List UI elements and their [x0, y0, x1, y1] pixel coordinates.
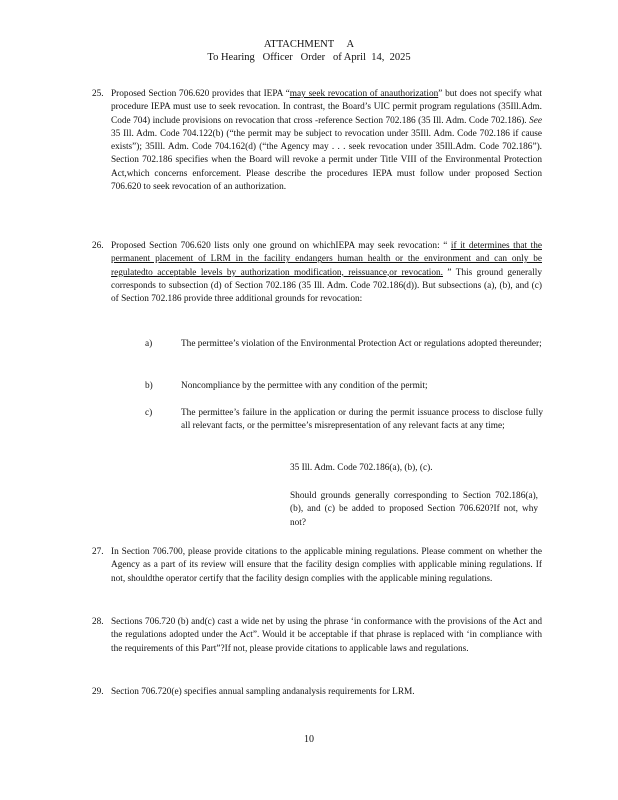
question-item-26	[92, 240, 542, 306]
item-text: Section 706.720(e) specifies annual sampling andanalysis requirements for LRM.	[111, 687, 415, 697]
sub-label: b)	[145, 381, 153, 391]
item-text	[111, 88, 542, 194]
order-reference: To Hearing Officer Order of April 14, 2025	[207, 52, 411, 63]
page-number: 10	[304, 734, 314, 745]
sub-text: Noncompliance by the permittee with any condition of the permit;	[181, 381, 428, 391]
revocation-ground-c	[145, 407, 543, 434]
sub-text: The permittee’s failure in the application or during the permit issuance process to disclose fully all relevant facts, or the permittee’s misrepresentation of any relevant facts at any time;	[181, 408, 543, 432]
sub-label: a)	[145, 339, 153, 349]
follow-up-question: Should grounds generally corresponding to Section 702.186(a), (b), and (c) be added to proposed Section 706.620?If not, why not?	[290, 491, 538, 528]
revocation-ground-a	[145, 338, 543, 351]
item-text: Sections 706.720 (b) and(c) cast a wide net by using the phrase ‘in conformance with the provisions of the Act and the regulations adopted under the Act”. Would it be acceptable if that phrase is replaced with ‘in compliance with the requirements of this Part”?If not, please provide citations to applicable laws and regulations.	[111, 617, 542, 654]
text-segment: ” but does not specify what procedure IEPA must use to seek revocation. In contrast, the Board’s UIC permit program regulations (35Ill.Adm. Code 704) include provisions on revocation that cross -reference Section 702.186 (35 Ill. Adm. Code 702.186).	[111, 89, 543, 126]
item-text	[111, 240, 542, 306]
sub-label: c)	[145, 408, 153, 418]
attachment-title: ATTACHMENT A	[263, 39, 355, 50]
italic-signal: See	[529, 115, 542, 126]
item-number: 27.	[92, 547, 104, 557]
underlined-quote: if it determines that the permanent placement of LRM in the facility endangers human health or the environment and can only be regulatedto acceptable levels by authorization modification, reissuance,or revocation.	[111, 241, 542, 278]
attachment-header	[0, 38, 618, 64]
revocation-ground-b	[145, 380, 543, 393]
item-number: 26.	[92, 241, 104, 251]
question-item-28	[92, 616, 542, 656]
text-segment: ” This ground generally corresponds to subsection (d) of Section 702.186 (35 Ill. Adm. Code 702.186(d)). But subsections (a), (b), and (c) of Section 702.186 provide three additional grounds for revocation:	[111, 267, 543, 305]
underlined-quote: may seek revocation of anauthorization	[289, 89, 439, 99]
item-text: In Section 706.700, please provide citations to the applicable mining regulations. Please comment on whether the Agency as a part of its review will ensure that the facility design complies with applicable mining regulations. If not, shouldthe operator certify that the facility design complies with the applicable mining regulations.	[111, 547, 542, 584]
text-segment: Proposed Section 706.620 provides that IEPA “	[111, 89, 290, 99]
text-segment: Proposed Section 706.620 lists only one ground on whichIEPA may seek revocation: “	[111, 241, 451, 251]
citation: 35 Ill. Adm. Code 702.186(a), (b), (c).	[290, 463, 433, 473]
text-segment: 35 Ill. Adm. Code 704.122(b) (“the permit may be subject to revocation under 35Ill. Adm. Code 702.186 if cause exists”); 35Ill. Adm. Code 704.162(d) (“the Agency may . . . seek revocation under 35Ill.Adm. Code 702.186”). Section 702.186 specifies when the Board will revoke a permit under Title VIII of the Environmental Protection Act,which concerns enforcement. Please describe the procedures IEPA must follow under proposed Section 706.620 to seek revocation of an authorization.	[111, 128, 542, 193]
item-number: 29.	[92, 687, 104, 697]
question-item-29	[92, 686, 542, 699]
question-item-25	[92, 88, 542, 194]
item-number: 28.	[92, 617, 104, 627]
sub-text: The permittee’s violation of the Environmental Protection Act or regulations adopted thereunder;	[181, 339, 542, 349]
item-number: 25.	[92, 89, 104, 99]
question-item-27	[92, 546, 542, 586]
